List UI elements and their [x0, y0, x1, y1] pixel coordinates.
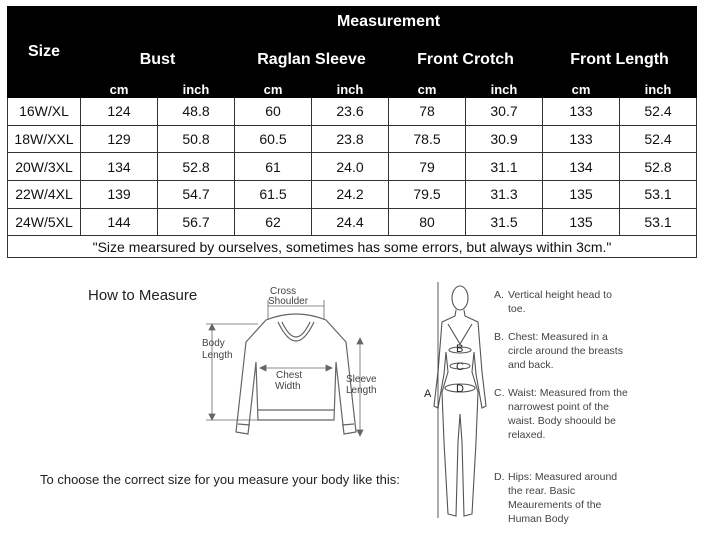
table-row: [8, 125, 697, 153]
table-note-row: [8, 236, 697, 258]
table-cell: 135: [543, 181, 620, 209]
table-cell: 52.4: [620, 125, 697, 153]
table-cell: 52.8: [620, 153, 697, 181]
table-cell: 62: [235, 208, 312, 236]
table-cell: 24.4: [312, 208, 389, 236]
table-cell: 30.7: [466, 98, 543, 126]
table-cell: 52.4: [620, 98, 697, 126]
table-cell: 31.3: [466, 181, 543, 209]
size-header: Size: [8, 7, 81, 98]
table-cell: 31.1: [466, 153, 543, 181]
note-text: Vertical height head to toe.: [508, 289, 612, 315]
point-d-label: D: [456, 383, 464, 395]
shoulder-label: Shoulder: [268, 296, 309, 307]
table-cell: 133: [543, 125, 620, 153]
table-cell: 79: [389, 153, 466, 181]
size-cell: 18W/XXL: [8, 125, 81, 153]
table-cell: 139: [81, 181, 158, 209]
size-cell: 16W/XL: [8, 98, 81, 126]
note-label: C.: [494, 387, 505, 399]
table-cell: 23.8: [312, 125, 389, 153]
note-a: [494, 288, 629, 316]
table-cell: 52.8: [158, 153, 235, 181]
table-row: [8, 181, 697, 209]
note-d: [494, 470, 629, 526]
sleeve-label: Sleeve: [346, 374, 377, 385]
sweater-illustration: [196, 282, 396, 452]
sleeve-length-label: Length: [346, 385, 377, 396]
table-cell: 78.5: [389, 125, 466, 153]
table-row: [8, 208, 697, 236]
table-cell: 78: [389, 98, 466, 126]
how-to-measure-title: How to Measure: [88, 287, 198, 304]
note-label: D.: [494, 471, 505, 483]
size-chart-table: [7, 6, 697, 258]
table-cell: 133: [543, 98, 620, 126]
unit-cm: cm: [235, 83, 312, 98]
table-cell: 129: [81, 125, 158, 153]
point-a-label: A: [424, 388, 432, 400]
table-cell: 79.5: [389, 181, 466, 209]
note-text: Waist: Measured from the narrowest point of the waist. Body shoould be relaxed.: [508, 387, 628, 441]
note-text: Chest: Measured in a circle around the breasts and back.: [508, 331, 623, 371]
note-b: [494, 330, 629, 372]
note-label: B.: [494, 331, 504, 343]
unit-cm: cm: [81, 83, 158, 98]
table-cell: 61: [235, 153, 312, 181]
table-cell: 56.7: [158, 208, 235, 236]
chest-label: Chest: [276, 370, 303, 381]
table-cell: 48.8: [158, 98, 235, 126]
unit-inch: inch: [312, 83, 389, 98]
table-cell: 53.1: [620, 181, 697, 209]
column-bust: Bust: [81, 37, 235, 83]
choose-size-instruction: To choose the correct size for you measure your body like this:: [40, 472, 400, 487]
body-label: Body: [202, 338, 225, 349]
column-front-crotch: Front Crotch: [389, 37, 543, 83]
table-cell: 50.8: [158, 125, 235, 153]
measurement-header: Measurement: [81, 7, 697, 37]
table-cell: 54.7: [158, 181, 235, 209]
note-text: Hips: Measured around the rear. Basic Meaurements of the Human Body: [508, 471, 618, 525]
width-label: Width: [275, 381, 301, 392]
size-cell: 24W/5XL: [8, 208, 81, 236]
body-length-label: Length: [202, 350, 233, 361]
table-cell: 134: [81, 153, 158, 181]
size-note: "Size mearsured by ourselves, sometimes has some errors, but always within 3cm.": [8, 236, 697, 258]
table-cell: 80: [389, 208, 466, 236]
table-cell: 135: [543, 208, 620, 236]
size-cell: 22W/4XL: [8, 181, 81, 209]
table-cell: 61.5: [235, 181, 312, 209]
point-b-label: B: [456, 343, 464, 355]
table-cell: 24.2: [312, 181, 389, 209]
table-row: [8, 98, 697, 126]
table-cell: 23.6: [312, 98, 389, 126]
column-front-length: Front Length: [543, 37, 697, 83]
unit-cm: cm: [543, 83, 620, 98]
table-cell: 124: [81, 98, 158, 126]
table-cell: 30.9: [466, 125, 543, 153]
table-cell: 60: [235, 98, 312, 126]
unit-inch: inch: [466, 83, 543, 98]
unit-inch: inch: [158, 83, 235, 98]
note-label: A.: [494, 289, 504, 301]
column-raglan-sleeve: Raglan Sleeve: [235, 37, 389, 83]
table-cell: 31.5: [466, 208, 543, 236]
unit-inch: inch: [620, 83, 697, 98]
table-cell: 53.1: [620, 208, 697, 236]
table-cell: 144: [81, 208, 158, 236]
table-row: [8, 153, 697, 181]
table-cell: 24.0: [312, 153, 389, 181]
note-c: [494, 386, 629, 442]
point-c-label: C: [456, 361, 464, 373]
table-cell: 134: [543, 153, 620, 181]
cross-label: Cross: [270, 286, 297, 297]
table-cell: 60.5: [235, 125, 312, 153]
size-cell: 20W/3XL: [8, 153, 81, 181]
unit-cm: cm: [389, 83, 466, 98]
body-illustration: [418, 282, 498, 532]
